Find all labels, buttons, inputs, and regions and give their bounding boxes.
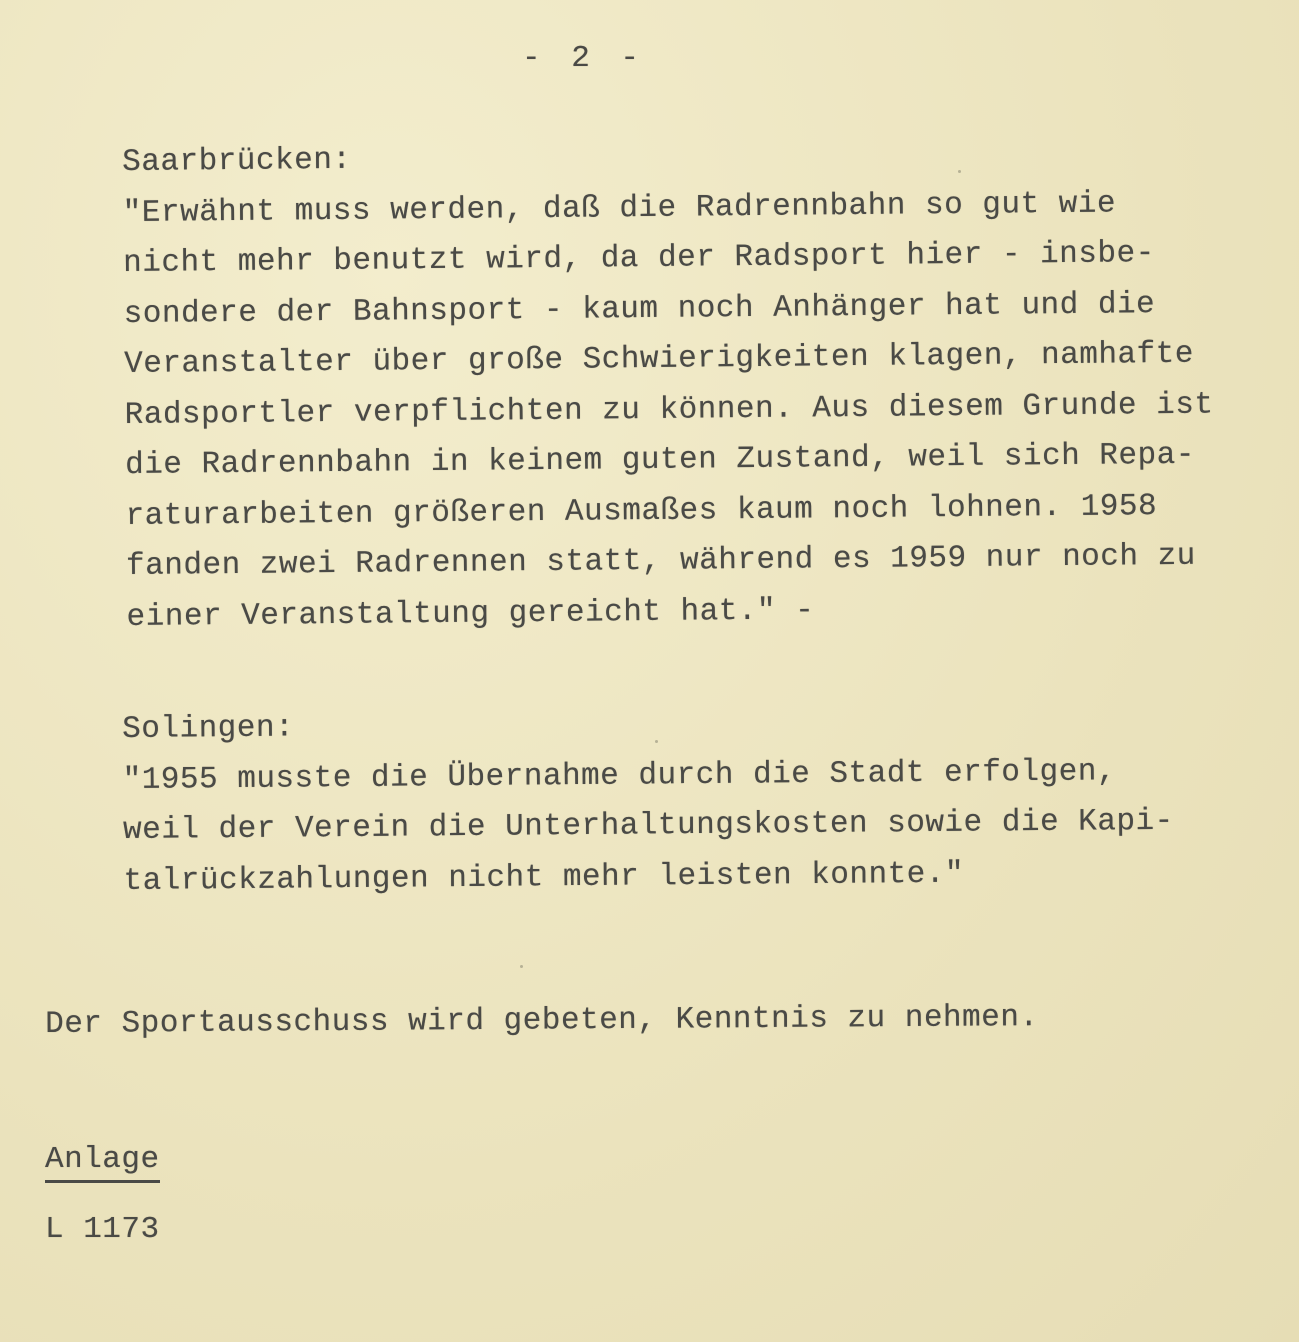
closing-sentence: Der Sportausschuss wird gebeten, Kenntnis zu nehmen. bbox=[45, 1000, 1039, 1042]
text-line: raturarbeiten größeren Ausmaßes kaum noch lohnen. 1958 bbox=[125, 488, 1158, 534]
text-line: weil der Verein die Unterhaltungskosten sowie die Kapi- bbox=[122, 803, 1174, 848]
paper-speck bbox=[958, 170, 961, 173]
section-solingen bbox=[122, 696, 1174, 907]
section-heading: Saarbrücken: bbox=[122, 142, 352, 180]
reference-number: L 1173 bbox=[45, 1212, 160, 1247]
enclosure-label: Anlage bbox=[45, 1140, 160, 1183]
section-saarbruecken bbox=[122, 128, 1216, 643]
section-heading: Solingen: bbox=[122, 710, 295, 747]
text-line: Radsportler verpflichten zu können. Aus diesem Grunde ist bbox=[124, 387, 1214, 433]
text-line: talrückzahlungen nicht mehr leisten konnte." bbox=[123, 856, 965, 899]
text-line: Veranstalter über große Schwierigkeiten klagen, namhafte bbox=[124, 336, 1195, 382]
text-line: nicht mehr benutzt wird, da der Radsport hier - insbe- bbox=[123, 236, 1155, 281]
paper-speck bbox=[520, 965, 523, 968]
text-line: "Erwähnt muss werden, daß die Radrennbahn so gut wie bbox=[122, 185, 1117, 231]
text-line: die Radrennbahn in keinem guten Zustand, weil sich Repa- bbox=[124, 437, 1196, 483]
page-number: - 2 - bbox=[522, 41, 646, 76]
text-line: fanden zwei Radrennen statt, während es 1959 nur noch zu bbox=[125, 538, 1197, 584]
text-line: einer Veranstaltung gereicht hat." - bbox=[126, 592, 815, 635]
text-line: "1955 musste die Übernahme durch die Stadt erfolgen, bbox=[122, 753, 1117, 798]
paper-speck bbox=[655, 740, 658, 743]
text-line: sondere der Bahnsport - kaum noch Anhänger hat und die bbox=[123, 286, 1156, 332]
